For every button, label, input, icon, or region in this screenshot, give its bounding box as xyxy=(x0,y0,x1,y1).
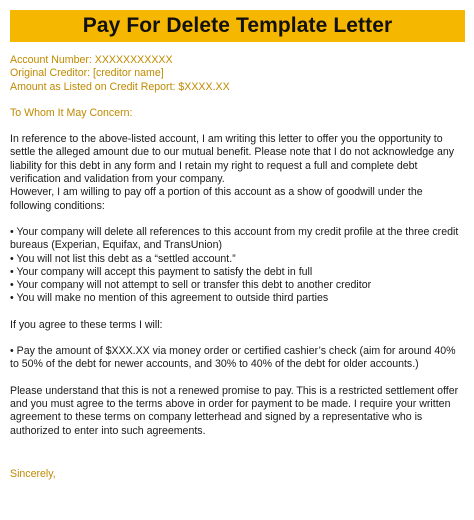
closing: Sincerely, xyxy=(10,467,56,480)
conditions-list xyxy=(10,226,462,306)
paragraph-intro: In reference to the above-listed account, I am writing this letter to offer you the opportunity to settle the alleged amount due to our mutual benefit. Please note that I do not acknowledge any liability for this debt in any form and I retain my right to request a full and complete debt verification and validation from your company. xyxy=(10,133,455,186)
page-title: Pay For Delete Template Letter xyxy=(82,14,393,37)
paragraph-understand: Please understand that this is not a renewed promise to pay. This is a restricted settlement offer and you must agree to the terms above in order for payment to be made. I require your written agreement to these terms on company letterhead and signed by a representative who is authorized to enter into such agreements. xyxy=(10,384,459,437)
list-item: • Pay the amount of $XXX.XX via money order or certified cashier’s check (aim for around 40% to 50% of the debt for newer accounts, and 30% to 40% of the debt for older accounts.) xyxy=(10,345,456,371)
list-item: • Your company will delete all references to this account from my credit profile at the three credit bureaus (Experian, Equifax, and TransUnion) xyxy=(10,225,459,252)
original-creditor: Original Creditor: [creditor name] xyxy=(10,67,164,80)
salutation: To Whom It May Concern: xyxy=(10,106,133,119)
account-details xyxy=(10,54,462,94)
list-item: • You will make no mention of this agreement to outside third parties xyxy=(10,292,329,305)
payment-terms-list xyxy=(10,345,462,372)
paragraph-agree: If you agree to these terms I will: xyxy=(10,318,163,331)
title-banner xyxy=(10,10,465,42)
list-item: • Your company will not attempt to sell or transfer this debt to another creditor xyxy=(10,279,372,292)
account-number: Account Number: XXXXXXXXXXX xyxy=(10,54,173,66)
amount-listed: Amount as Listed on Credit Report: $XXXX.XX xyxy=(10,80,230,93)
list-item: • Your company will accept this payment to satisfy the debt in full xyxy=(10,265,313,278)
letter-content xyxy=(10,54,462,481)
list-item: • You will not list this debt as a “settled account.” xyxy=(10,252,236,265)
paragraph-goodwill: However, I am willing to pay off a portion of this account as a show of goodwill under the following conditions: xyxy=(10,186,423,212)
